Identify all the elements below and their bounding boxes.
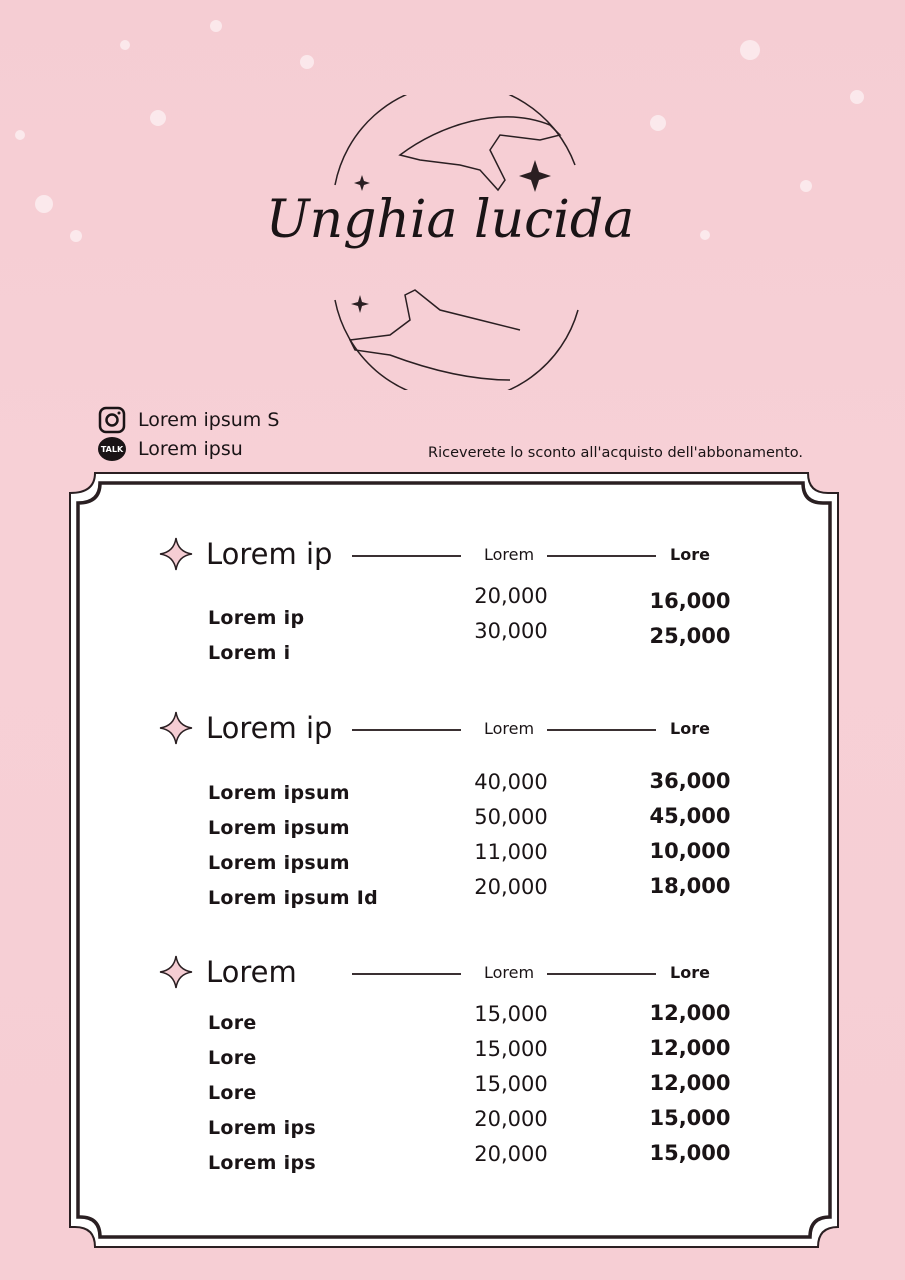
divider xyxy=(352,555,461,557)
discount-price-header: Lore xyxy=(670,545,710,564)
sparkle-icon xyxy=(158,954,194,990)
regular-price: 20,000 xyxy=(474,1107,548,1131)
instagram-handle: Lorem ipsum S xyxy=(138,409,280,431)
section-title: Lorem ip xyxy=(206,537,333,571)
service-name: Lorem i xyxy=(208,642,291,664)
section-header xyxy=(158,954,297,990)
brand-title: Unghia lucida xyxy=(265,190,635,250)
service-name: Lorem ip xyxy=(208,607,305,629)
discount-price: 36,000 xyxy=(649,769,731,793)
discount-price-header: Lore xyxy=(670,963,710,982)
regular-price: 15,000 xyxy=(474,1002,548,1026)
section-header xyxy=(158,710,332,746)
service-name: Lore xyxy=(208,1012,257,1034)
divider xyxy=(547,973,656,975)
sparkle-icon xyxy=(158,710,194,746)
regular-price: 15,000 xyxy=(474,1072,548,1096)
service-name: Lorem ipsum xyxy=(208,852,350,874)
discount-price: 25,000 xyxy=(649,624,731,648)
discount-price-header: Lore xyxy=(670,719,710,738)
discount-price: 15,000 xyxy=(649,1141,731,1165)
regular-price-header: Lorem xyxy=(483,545,535,564)
section-title: Lorem xyxy=(206,955,297,989)
service-name: Lorem ipsum Id xyxy=(208,887,379,909)
regular-price-header: Lorem xyxy=(483,719,535,738)
regular-price: 50,000 xyxy=(474,805,548,829)
service-name: Lorem ipsum xyxy=(208,782,350,804)
regular-price: 20,000 xyxy=(474,584,548,608)
discount-price: 18,000 xyxy=(649,874,731,898)
service-name: Lore xyxy=(208,1082,257,1104)
discount-price: 45,000 xyxy=(649,804,731,828)
talk-handle: Lorem ipsu xyxy=(138,438,243,460)
discount-price: 16,000 xyxy=(649,589,731,613)
talk-icon: TALK xyxy=(98,437,126,461)
discount-price: 10,000 xyxy=(649,839,731,863)
discount-notice: Riceverete lo sconto all'acquisto dell'abbonamento. xyxy=(428,445,804,461)
regular-price: 20,000 xyxy=(474,875,548,899)
divider xyxy=(352,973,461,975)
sparkle-icon xyxy=(158,536,194,572)
discount-price: 12,000 xyxy=(649,1001,731,1025)
regular-price: 15,000 xyxy=(474,1037,548,1061)
regular-price: 40,000 xyxy=(474,770,548,794)
regular-price-header: Lorem xyxy=(483,963,535,982)
service-name: Lorem ips xyxy=(208,1152,316,1174)
discount-price: 12,000 xyxy=(649,1071,731,1095)
discount-price: 15,000 xyxy=(649,1106,731,1130)
section-title: Lorem ip xyxy=(206,711,333,745)
regular-price: 20,000 xyxy=(474,1142,548,1166)
regular-price: 30,000 xyxy=(474,619,548,643)
service-name: Lore xyxy=(208,1047,257,1069)
service-name: Lorem ips xyxy=(208,1117,316,1139)
service-name: Lorem ipsum xyxy=(208,817,350,839)
regular-price: 11,000 xyxy=(474,840,548,864)
divider xyxy=(352,729,461,731)
divider xyxy=(547,555,656,557)
divider xyxy=(547,729,656,731)
section-header xyxy=(158,536,332,572)
discount-price: 12,000 xyxy=(649,1036,731,1060)
